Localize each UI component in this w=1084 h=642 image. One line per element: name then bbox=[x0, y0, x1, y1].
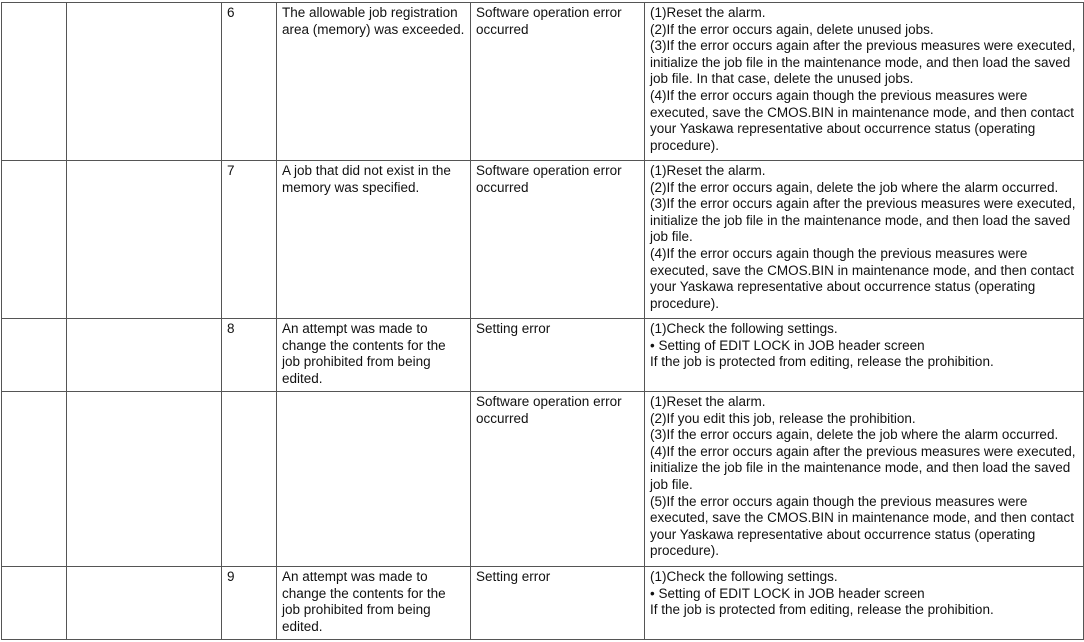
cause-cell: Setting error bbox=[471, 319, 645, 392]
table-row bbox=[2, 567, 1084, 640]
alarm-name-cell bbox=[67, 3, 222, 161]
remedy-step: • Setting of EDIT LOCK in JOB header screen bbox=[650, 585, 925, 601]
remedy-cell bbox=[645, 392, 1084, 567]
remedy-cell bbox=[645, 319, 1084, 392]
alarm-table bbox=[1, 2, 1084, 640]
remedy-step: (3)If the error occurs again, delete the job where the alarm occurred. bbox=[650, 427, 1059, 443]
sub-code-cell bbox=[222, 392, 277, 567]
alarm-number-cell bbox=[2, 392, 67, 567]
remedy-step: (1)Reset the alarm. bbox=[650, 5, 766, 20]
alarm-number-cell bbox=[2, 161, 67, 319]
remedy-step: (3)If the error occurs again after the previous measures were executed, initialize the job file in the maintenance mode, and then load the saved job file. In that case, delete the unused jobs. bbox=[650, 38, 1076, 87]
alarm-name-cell bbox=[67, 161, 222, 319]
alarm-number-cell bbox=[2, 567, 67, 640]
cause-cell: Setting error bbox=[471, 567, 645, 640]
alarm-name-cell bbox=[67, 392, 222, 567]
remedy-step: If the job is protected from editing, release the prohibition. bbox=[650, 354, 994, 370]
remedy-step: (4)If the error occurs again though the previous measures were executed, save the CMOS.BIN in maintenance mode, and then contact your Yaskawa representative about occurrence status (operating procedure). bbox=[650, 245, 1074, 311]
remedy-step: (1)Reset the alarm. bbox=[650, 394, 766, 409]
remedy-step: (1)Reset the alarm. bbox=[650, 163, 766, 178]
meaning-cell: A job that did not exist in the memory was specified. bbox=[277, 161, 471, 319]
alarm-name-cell bbox=[67, 319, 222, 392]
alarm-number-cell bbox=[2, 3, 67, 161]
remedy-step: (5)If the error occurs again though the previous measures were executed, save the CMOS.BIN in maintenance mode, and then contact your Yaskawa representative about occurrence status (operating procedure). bbox=[650, 493, 1074, 559]
remedy-step: • Setting of EDIT LOCK in JOB header screen bbox=[650, 337, 925, 353]
remedy-cell bbox=[645, 3, 1084, 161]
remedy-step: (3)If the error occurs again after the previous measures were executed, initialize the job file in the maintenance mode, and then load the saved job file. bbox=[650, 196, 1076, 245]
remedy-cell bbox=[645, 161, 1084, 319]
meaning-cell: An attempt was made to change the contents for the job prohibited from being edited. bbox=[277, 567, 471, 640]
sub-code-cell: 7 bbox=[222, 161, 277, 319]
cause-cell: Software operation error occurred bbox=[471, 392, 645, 567]
remedy-step: If the job is protected from editing, release the prohibition. bbox=[650, 602, 994, 618]
cause-cell: Software operation error occurred bbox=[471, 3, 645, 161]
table-row bbox=[2, 161, 1084, 319]
remedy-step: (4)If the error occurs again though the previous measures were executed, save the CMOS.BIN in maintenance mode, and then contact your Yaskawa representative about occurrence status (operating procedure). bbox=[650, 87, 1074, 153]
sub-code-cell: 8 bbox=[222, 319, 277, 392]
remedy-step: (2)If the error occurs again, delete the job where the alarm occurred. bbox=[650, 179, 1059, 195]
cause-cell: Software operation error occurred bbox=[471, 161, 645, 319]
remedy-step: (2)If you edit this job, release the prohibition. bbox=[650, 410, 916, 426]
meaning-cell bbox=[277, 392, 471, 567]
table-row bbox=[2, 392, 1084, 567]
sub-code-cell: 9 bbox=[222, 567, 277, 640]
sub-code-cell: 6 bbox=[222, 3, 277, 161]
alarm-name-cell bbox=[67, 567, 222, 640]
table-row bbox=[2, 3, 1084, 161]
remedy-step: (4)If the error occurs again after the previous measures were executed, initialize the job file in the maintenance mode, and then load the saved job file. bbox=[650, 443, 1076, 492]
remedy-step: (2)If the error occurs again, delete unused jobs. bbox=[650, 21, 934, 37]
remedy-step: (1)Check the following settings. bbox=[650, 569, 838, 584]
meaning-cell: An attempt was made to change the contents for the job prohibited from being edited. bbox=[277, 319, 471, 392]
meaning-cell: The allowable job registration area (memory) was exceeded. bbox=[277, 3, 471, 161]
remedy-cell bbox=[645, 567, 1084, 640]
remedy-step: (1)Check the following settings. bbox=[650, 321, 838, 336]
table-row bbox=[2, 319, 1084, 392]
alarm-number-cell bbox=[2, 319, 67, 392]
